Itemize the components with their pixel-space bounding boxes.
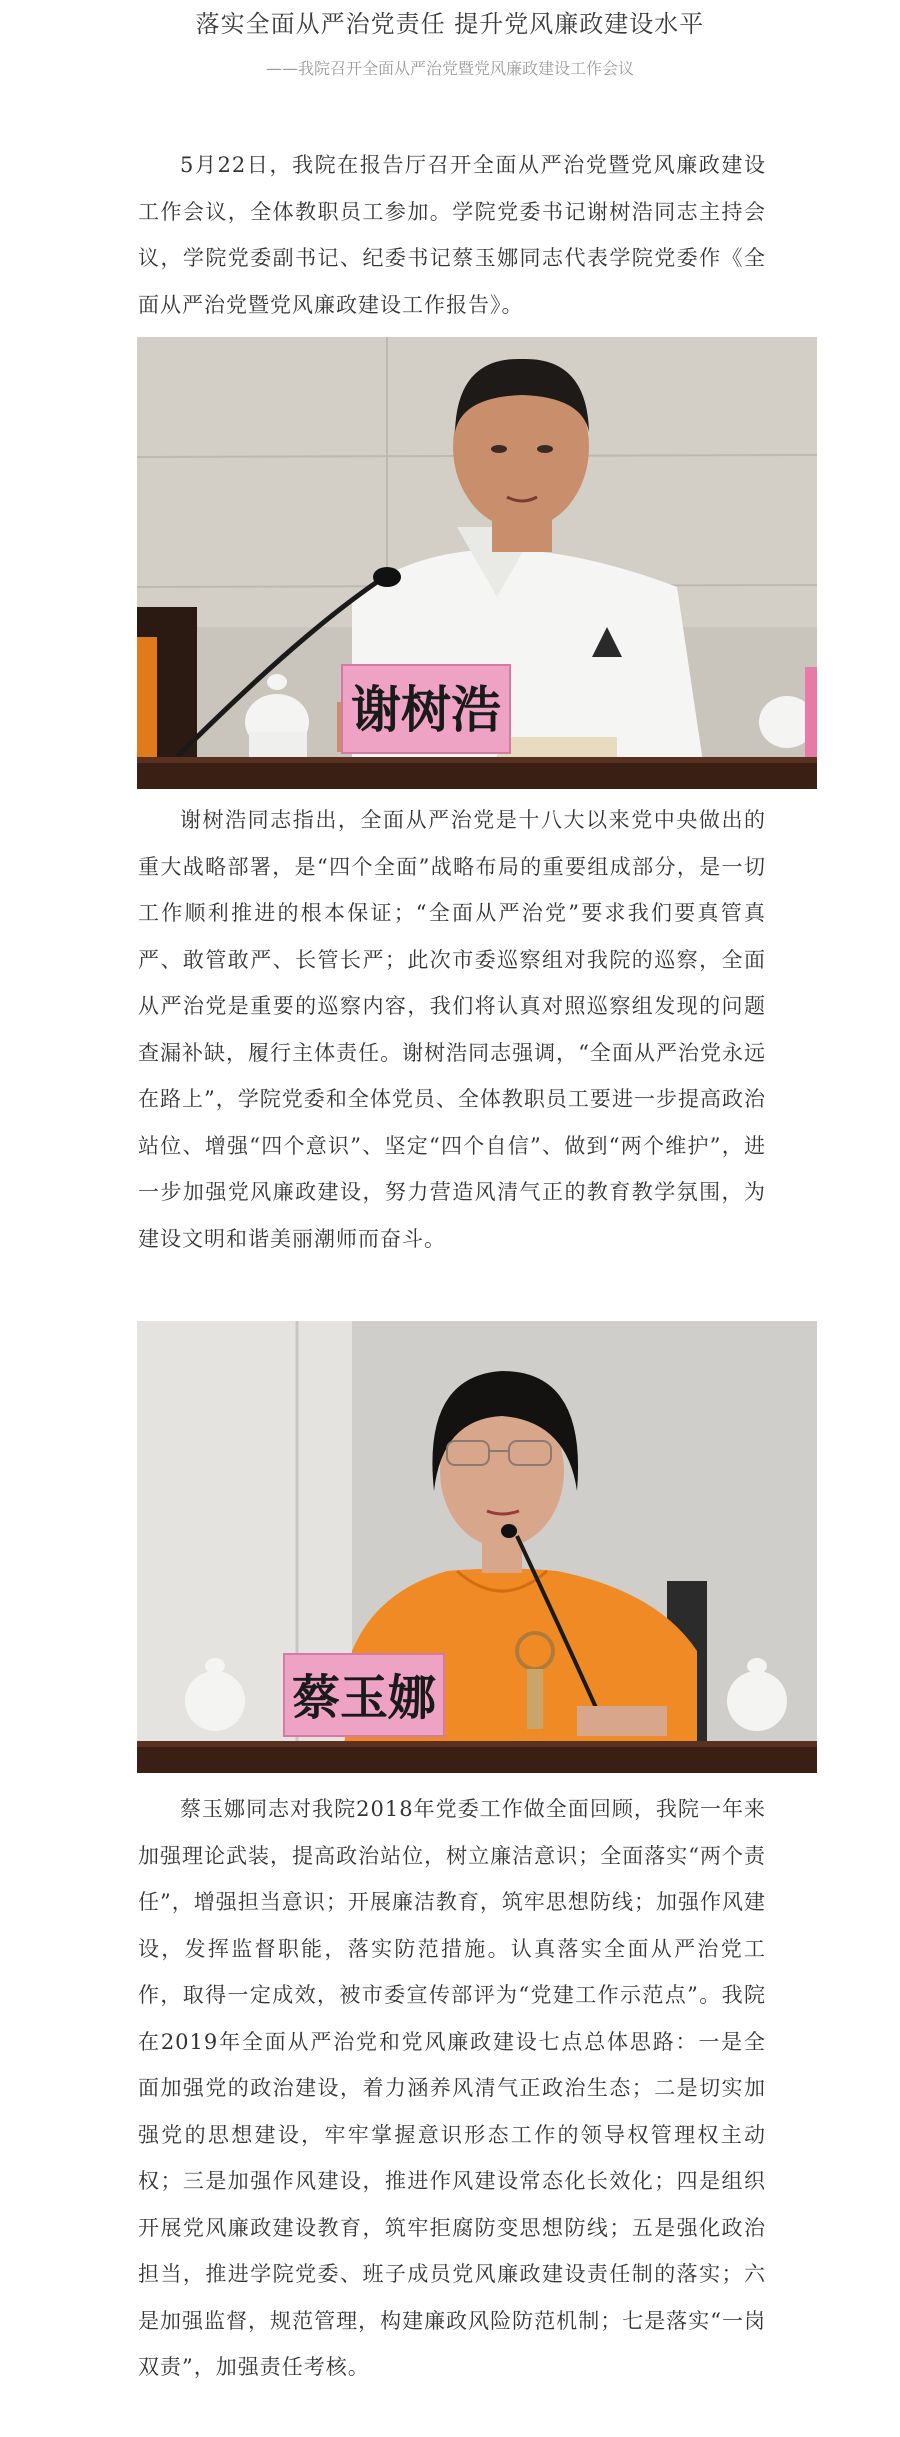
article-title: 落实全面从严治党责任 提升党风廉政建设水平 [195, 10, 705, 38]
speaker-photo-2-image [137, 1321, 817, 1773]
paragraph-intro: 5月22日，我院在报告厅召开全面从严治党暨党风廉政建设工作会议，全体教职员工参加。学院党委书记谢树浩同志主持会议，学院党委副书记、纪委书记蔡玉娜同志代表学院党委作《全面从严治党暨党风廉政建设工作报告》。 [138, 153, 766, 317]
speaker-photo-1 [137, 337, 817, 789]
speaker-photo-1-image [137, 337, 817, 789]
speaker-photo-2 [137, 1321, 817, 1773]
paragraph-cai-report: 蔡玉娜同志对我院2018年党委工作做全面回顾，我院一年来加强理论武装，提高政治站位，树立廉洁意识；全面落实“两个责任”，增强担当意识；开展廉洁教育，筑牢思想防线；加强作风建设，发挥监督职能，落实防范措施。认真落实全面从严治党工作，取得一定成效，被市委宣传部评为“党建工作示范点”。我院在2019年全面从严治党和党风廉政建设七点总体思路：一是全面加强党的政治建设，着力涵养风清气正政治生态；二是切实加强党的思想建设，牢牢掌握意识形态工作的领导权管理权主动权；三是加强作风建设，推进作风建设常态化长效化；四是组织开展党风廉政建设教育，筑牢拒腐防变思想防线；五是强化政治担当，推进学院党委、班子成员党风廉政建设责任制的落实；六是加强监督，规范管理，构建廉政风险防范机制；七是落实“一岗双责”，加强责任考核。 [138, 1797, 766, 2379]
name-card-cai: 蔡玉娜 [291, 1670, 437, 1726]
name-card-xie: 谢树浩 [351, 680, 501, 739]
article-subtitle: ——我院召开全面从严治党暨党风廉政建设工作会议 [265, 59, 634, 78]
paragraph-xie-speech: 谢树浩同志指出，全面从严治党是十八大以来党中央做出的重大战略部署，是“四个全面”战略布局的重要组成部分，是一切工作顺利推进的根本保证；“全面从严治党”要求我们要真管真严、敢管敢严、长管长严；此次市委巡察组对我院的巡察，全面从严治党是重要的巡察内容，我们将认真对照巡察组发现的问题查漏补缺，履行主体责任。谢树浩同志强调，“全面从严治党永远在路上”，学院党委和全体党员、全体教职员工要进一步提高政治站位、增强“四个意识”、坚定“四个自信”、做到“两个维护”，进一步加强党风廉政建设，努力营造风清气正的教育教学氛围，为建设文明和谐美丽潮师而奋斗。 [138, 808, 766, 1251]
